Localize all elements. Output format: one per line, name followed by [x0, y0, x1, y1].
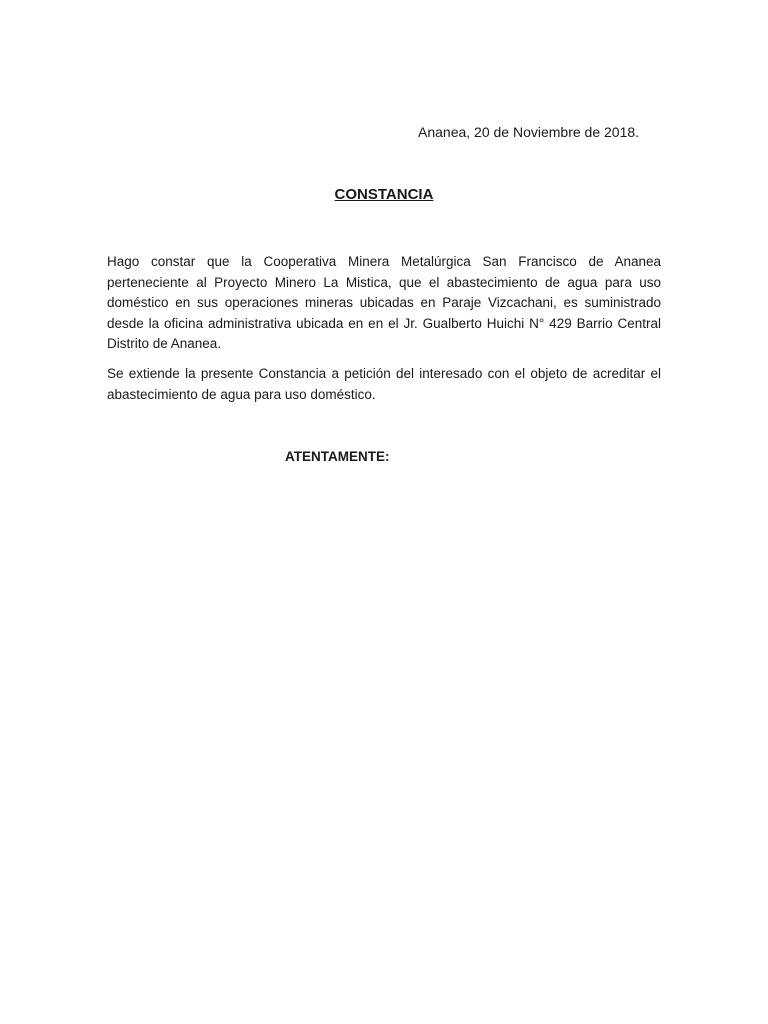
document-title: CONSTANCIA — [334, 186, 434, 203]
paragraph-1: Hago constar que la Cooperativa Minera Metalúrgica San Francisco de Ananea perteneciente al Proyecto Minero La Mistica, que el abastecimiento de agua para uso doméstico en sus operaciones mineras ubicadas en Paraje Vizcachani, es suministrado desde la oficina administrativa ubicada en en el Jr. Gualberto Huichi N° 429 Barrio Central Distrito de Ananea. — [107, 254, 661, 352]
closing-salutation: ATENTAMENTE: — [285, 449, 390, 464]
paragraph-2: Se extiende la presente Constancia a petición del interesado con el objeto de acreditar el abastecimiento de agua para uso doméstico. — [107, 366, 661, 402]
date-line: Ananea, 20 de Noviembre de 2018. — [418, 124, 640, 140]
